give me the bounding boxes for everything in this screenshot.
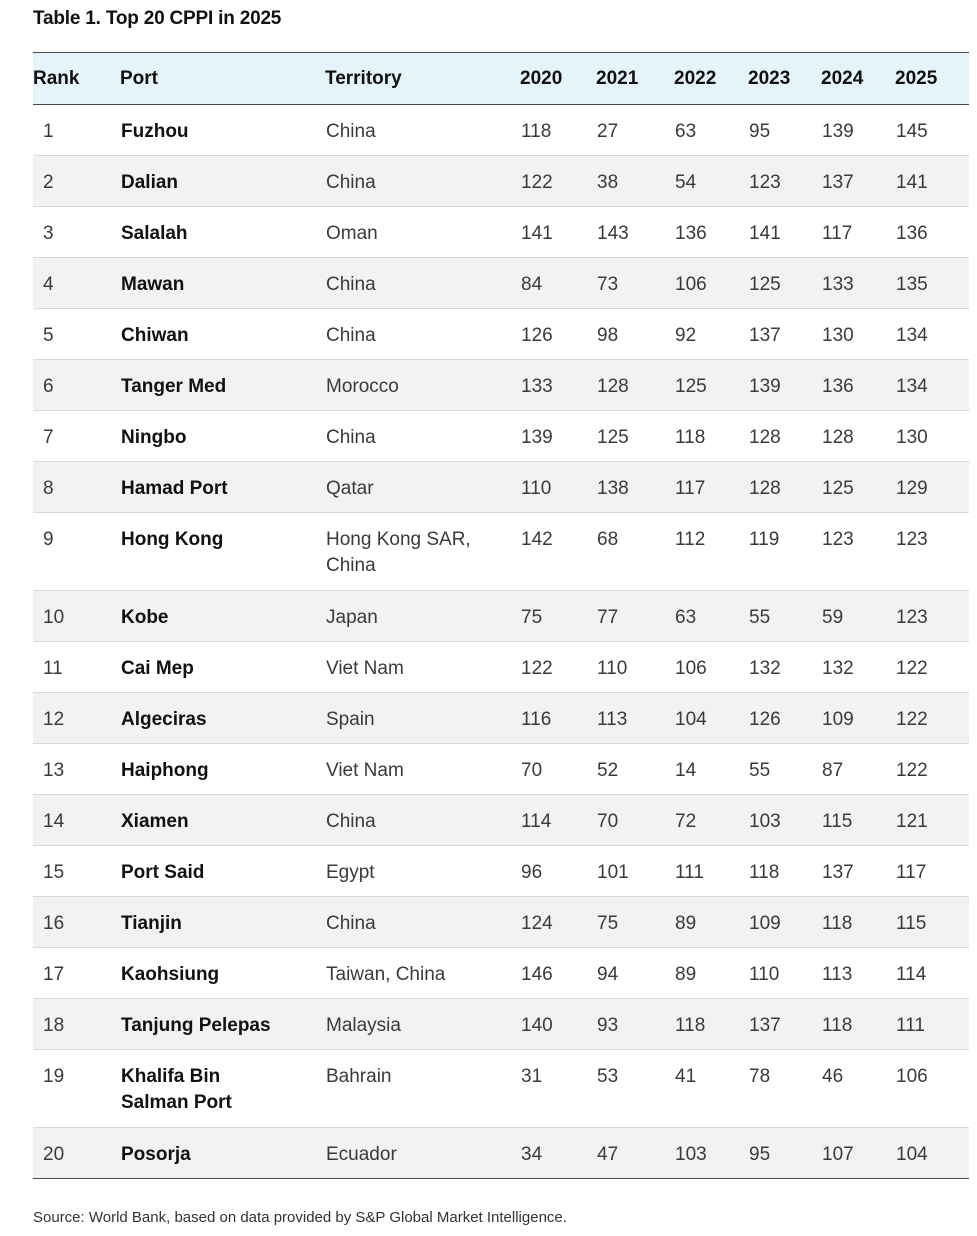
- table-row: [33, 744, 969, 795]
- territory-cell: Viet Nam: [326, 658, 404, 679]
- header-2021: 2021: [596, 53, 674, 105]
- value-2023-cell: 78: [749, 1066, 771, 1087]
- value-2022-cell: 89: [675, 964, 697, 985]
- value-2022-cell: 106: [675, 658, 707, 679]
- value-2021-cell: 143: [597, 223, 629, 244]
- territory-cell: China: [326, 325, 376, 346]
- value-2020-cell: 31: [521, 1066, 543, 1087]
- rank-cell: 15: [43, 862, 65, 883]
- rank-cell: 5: [43, 325, 54, 346]
- value-2022-cell: 117: [675, 478, 706, 499]
- value-2022-cell: 118: [675, 427, 706, 448]
- port-cell: Kaohsiung: [121, 964, 220, 985]
- table-row: [33, 693, 969, 744]
- value-2021-cell: 98: [597, 325, 619, 346]
- value-2021-cell: 128: [597, 376, 629, 397]
- rank-cell: 9: [43, 529, 54, 550]
- value-2025-cell: 134: [896, 325, 928, 346]
- value-2022-cell: 136: [675, 223, 707, 244]
- value-2020-cell: 110: [521, 478, 552, 499]
- value-2023-cell: 55: [749, 760, 771, 781]
- value-2021-cell: 138: [597, 478, 629, 499]
- value-2020-cell: 126: [521, 325, 553, 346]
- value-2023-cell: 128: [749, 427, 781, 448]
- territory-cell: Morocco: [326, 376, 399, 397]
- value-2024-cell: 139: [822, 121, 854, 142]
- territory-cell: China: [326, 121, 376, 142]
- value-2022-cell: 63: [675, 121, 697, 142]
- rank-cell: 8: [43, 478, 54, 499]
- value-2021-cell: 75: [597, 913, 619, 934]
- table-row: [33, 948, 969, 999]
- port-cell: Posorja: [121, 1144, 191, 1165]
- value-2022-cell: 104: [675, 709, 707, 730]
- port-cell: Tanjung Pelepas: [121, 1015, 271, 1036]
- territory-cell: Bahrain: [326, 1066, 392, 1087]
- value-2025-cell: 111: [896, 1015, 925, 1036]
- table-row: [33, 360, 969, 411]
- value-2022-cell: 118: [675, 1015, 706, 1036]
- value-2023-cell: 128: [749, 478, 781, 499]
- value-2025-cell: 136: [896, 223, 928, 244]
- value-2023-cell: 132: [749, 658, 781, 679]
- value-2024-cell: 132: [822, 658, 854, 679]
- value-2020-cell: 124: [521, 913, 553, 934]
- port-cell: Xiamen: [121, 811, 189, 832]
- table-row: [33, 846, 969, 897]
- territory-cell: China: [326, 427, 376, 448]
- territory-cell: Taiwan, China: [326, 964, 446, 985]
- value-2020-cell: 34: [521, 1144, 543, 1165]
- value-2020-cell: 133: [521, 376, 553, 397]
- value-2025-cell: 104: [896, 1144, 928, 1165]
- value-2021-cell: 52: [597, 760, 619, 781]
- port-cell: Khalifa Bin Salman Port: [121, 1066, 232, 1113]
- value-2022-cell: 54: [675, 172, 697, 193]
- value-2025-cell: 145: [896, 121, 928, 142]
- table-header: [33, 53, 969, 105]
- territory-cell: Egypt: [326, 862, 375, 883]
- value-2023-cell: 103: [749, 811, 781, 832]
- value-2021-cell: 47: [597, 1144, 619, 1165]
- value-2020-cell: 146: [521, 964, 553, 985]
- value-2025-cell: 122: [896, 658, 928, 679]
- value-2023-cell: 137: [749, 325, 781, 346]
- table-row: [33, 309, 969, 360]
- value-2024-cell: 130: [822, 325, 854, 346]
- value-2022-cell: 103: [675, 1144, 707, 1165]
- value-2021-cell: 94: [597, 964, 619, 985]
- territory-cell: Ecuador: [326, 1144, 397, 1165]
- value-2022-cell: 63: [675, 607, 697, 628]
- value-2023-cell: 118: [749, 862, 780, 883]
- rank-cell: 6: [43, 376, 54, 397]
- header-row: [33, 53, 969, 105]
- table-row: [33, 105, 969, 156]
- table-row: [33, 1128, 969, 1179]
- value-2025-cell: 123: [896, 607, 928, 628]
- rank-cell: 10: [43, 607, 65, 628]
- value-2024-cell: 107: [822, 1144, 854, 1165]
- territory-cell: Oman: [326, 223, 378, 244]
- port-cell: Mawan: [121, 274, 185, 295]
- value-2025-cell: 115: [896, 913, 927, 934]
- rank-cell: 13: [43, 760, 65, 781]
- rank-cell: 1: [43, 121, 54, 142]
- value-2020-cell: 141: [521, 223, 553, 244]
- rank-cell: 7: [43, 427, 54, 448]
- value-2024-cell: 137: [822, 172, 854, 193]
- value-2025-cell: 106: [896, 1066, 928, 1087]
- rank-cell: 4: [43, 274, 54, 295]
- value-2025-cell: 135: [896, 274, 928, 295]
- value-2024-cell: 115: [822, 811, 853, 832]
- table-row: [33, 411, 969, 462]
- territory-cell: Viet Nam: [326, 760, 404, 781]
- value-2020-cell: 114: [521, 811, 552, 832]
- value-2021-cell: 101: [597, 862, 629, 883]
- value-2021-cell: 113: [597, 709, 628, 730]
- port-cell: Kobe: [121, 607, 169, 628]
- table-row: [33, 513, 969, 591]
- table-body: [33, 105, 969, 1179]
- value-2020-cell: 142: [521, 529, 553, 550]
- value-2023-cell: 119: [749, 529, 780, 550]
- table-row: [33, 591, 969, 642]
- value-2020-cell: 139: [521, 427, 553, 448]
- port-cell: Cai Mep: [121, 658, 194, 679]
- header-2023: 2023: [748, 53, 821, 105]
- value-2024-cell: 125: [822, 478, 854, 499]
- value-2021-cell: 27: [597, 121, 619, 142]
- territory-cell: Spain: [326, 709, 375, 730]
- port-cell: Salalah: [121, 223, 188, 244]
- rank-cell: 14: [43, 811, 65, 832]
- value-2023-cell: 109: [749, 913, 781, 934]
- value-2021-cell: 53: [597, 1066, 619, 1087]
- value-2023-cell: 95: [749, 121, 771, 142]
- value-2021-cell: 68: [597, 529, 619, 550]
- port-cell: Algeciras: [121, 709, 207, 730]
- territory-cell: China: [326, 274, 376, 295]
- value-2022-cell: 111: [675, 862, 704, 883]
- value-2022-cell: 89: [675, 913, 697, 934]
- territory-cell: China: [326, 811, 376, 832]
- header-territory: Territory: [325, 53, 520, 105]
- value-2024-cell: 59: [822, 607, 844, 628]
- header-rank: Rank: [33, 53, 120, 105]
- value-2022-cell: 92: [675, 325, 697, 346]
- value-2021-cell: 110: [597, 658, 628, 679]
- value-2025-cell: 117: [896, 862, 927, 883]
- table-row: [33, 999, 969, 1050]
- cppi-table: [33, 52, 969, 1179]
- port-cell: Port Said: [121, 862, 205, 883]
- port-cell: Haiphong: [121, 760, 209, 781]
- header-2025: 2025: [895, 53, 969, 105]
- value-2020-cell: 75: [521, 607, 543, 628]
- table-row: [33, 258, 969, 309]
- territory-cell: Qatar: [326, 478, 374, 499]
- header-port: Port: [120, 53, 325, 105]
- rank-cell: 18: [43, 1015, 65, 1036]
- territory-cell: China: [326, 913, 376, 934]
- value-2025-cell: 114: [896, 964, 927, 985]
- header-2020: 2020: [520, 53, 596, 105]
- table-row: [33, 642, 969, 693]
- value-2025-cell: 122: [896, 709, 928, 730]
- value-2022-cell: 125: [675, 376, 707, 397]
- value-2025-cell: 134: [896, 376, 928, 397]
- value-2024-cell: 109: [822, 709, 854, 730]
- rank-cell: 2: [43, 172, 54, 193]
- value-2022-cell: 41: [675, 1066, 697, 1087]
- value-2024-cell: 87: [822, 760, 844, 781]
- value-2020-cell: 96: [521, 862, 543, 883]
- port-cell: Chiwan: [121, 325, 189, 346]
- value-2024-cell: 118: [822, 1015, 853, 1036]
- value-2021-cell: 70: [597, 811, 619, 832]
- rank-cell: 3: [43, 223, 54, 244]
- value-2023-cell: 126: [749, 709, 781, 730]
- table-row: [33, 1050, 969, 1128]
- rank-cell: 17: [43, 964, 65, 985]
- rank-cell: 19: [43, 1066, 65, 1087]
- port-cell: Dalian: [121, 172, 179, 193]
- rank-cell: 16: [43, 913, 65, 934]
- value-2023-cell: 110: [749, 964, 780, 985]
- table-row: [33, 462, 969, 513]
- table-caption: Table 1. Top 20 CPPI in 2025: [33, 8, 282, 29]
- value-2020-cell: 84: [521, 274, 543, 295]
- header-2022: 2022: [674, 53, 748, 105]
- value-2023-cell: 141: [749, 223, 781, 244]
- rank-cell: 12: [43, 709, 65, 730]
- port-cell: Tianjin: [121, 913, 182, 934]
- territory-cell: Hong Kong SAR, China: [326, 529, 471, 576]
- port-cell: Fuzhou: [121, 121, 189, 142]
- rank-cell: 11: [43, 658, 63, 679]
- value-2021-cell: 93: [597, 1015, 619, 1036]
- value-2020-cell: 122: [521, 172, 553, 193]
- value-2021-cell: 125: [597, 427, 629, 448]
- value-2020-cell: 122: [521, 658, 553, 679]
- value-2024-cell: 118: [822, 913, 853, 934]
- table-row: [33, 207, 969, 258]
- value-2023-cell: 55: [749, 607, 771, 628]
- territory-cell: Malaysia: [326, 1015, 401, 1036]
- territory-cell: Japan: [326, 607, 378, 628]
- value-2021-cell: 77: [597, 607, 619, 628]
- rank-cell: 20: [43, 1144, 65, 1165]
- value-2023-cell: 95: [749, 1144, 771, 1165]
- value-2021-cell: 73: [597, 274, 619, 295]
- table-row: [33, 795, 969, 846]
- value-2020-cell: 140: [521, 1015, 553, 1036]
- territory-cell: China: [326, 172, 376, 193]
- value-2025-cell: 122: [896, 760, 928, 781]
- value-2022-cell: 112: [675, 529, 706, 550]
- port-cell: Tanger Med: [121, 376, 227, 397]
- value-2025-cell: 141: [896, 172, 928, 193]
- value-2024-cell: 113: [822, 964, 853, 985]
- value-2023-cell: 125: [749, 274, 781, 295]
- port-cell: Ningbo: [121, 427, 187, 448]
- value-2022-cell: 72: [675, 811, 697, 832]
- value-2022-cell: 106: [675, 274, 707, 295]
- value-2025-cell: 123: [896, 529, 928, 550]
- value-2022-cell: 14: [675, 760, 697, 781]
- value-2020-cell: 70: [521, 760, 543, 781]
- header-2024: 2024: [821, 53, 895, 105]
- value-2024-cell: 117: [822, 223, 853, 244]
- value-2024-cell: 136: [822, 376, 854, 397]
- port-cell: Hong Kong: [121, 529, 224, 550]
- value-2021-cell: 38: [597, 172, 619, 193]
- table-row: [33, 156, 969, 207]
- value-2024-cell: 133: [822, 274, 854, 295]
- value-2025-cell: 129: [896, 478, 928, 499]
- value-2023-cell: 137: [749, 1015, 781, 1036]
- value-2024-cell: 123: [822, 529, 854, 550]
- value-2024-cell: 46: [822, 1066, 844, 1087]
- value-2023-cell: 123: [749, 172, 781, 193]
- value-2025-cell: 121: [896, 811, 928, 832]
- value-2025-cell: 130: [896, 427, 928, 448]
- port-cell: Hamad Port: [121, 478, 228, 499]
- source-note: Source: World Bank, based on data provided by S&P Global Market Intelligence.: [33, 1209, 567, 1226]
- value-2020-cell: 118: [521, 121, 552, 142]
- value-2024-cell: 128: [822, 427, 854, 448]
- value-2024-cell: 137: [822, 862, 854, 883]
- value-2023-cell: 139: [749, 376, 781, 397]
- value-2020-cell: 116: [521, 709, 552, 730]
- table-row: [33, 897, 969, 948]
